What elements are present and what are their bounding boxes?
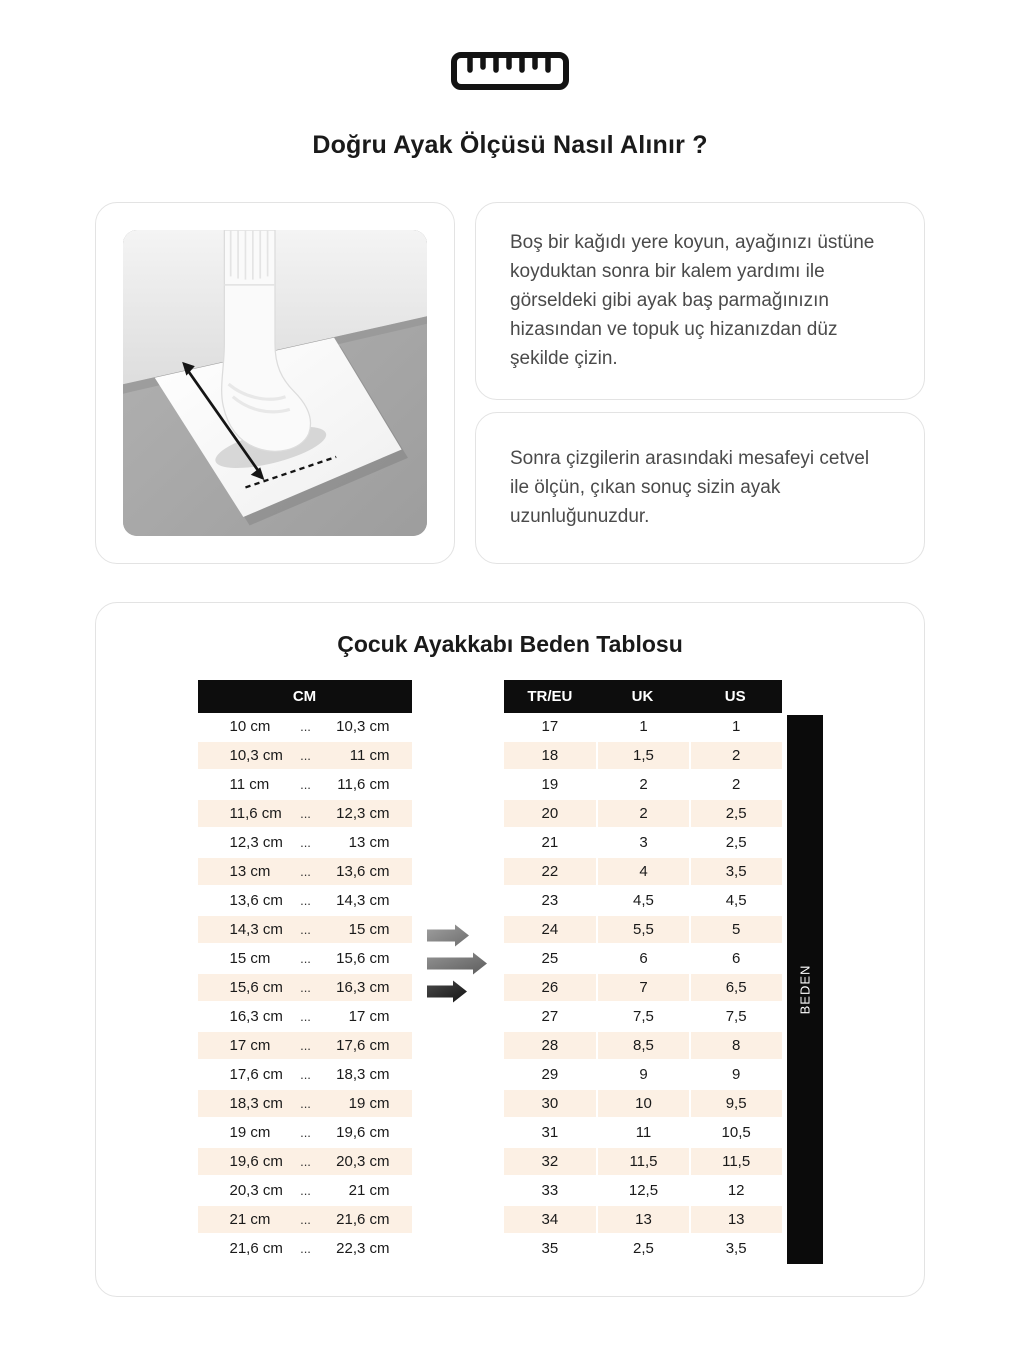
- size-cell-uk: 4: [596, 858, 689, 887]
- cm-cell-sep: ...: [288, 1032, 324, 1061]
- size-table-row: [504, 829, 782, 858]
- transfer-arrows-icon: [412, 923, 504, 1003]
- instruction-step-2: [475, 412, 925, 564]
- size-table-row: [504, 1032, 782, 1061]
- cm-cell-sep: ...: [288, 1235, 324, 1264]
- cm-table-header: CM: [198, 680, 412, 713]
- cm-cell-from: 21,6 cm: [198, 1235, 288, 1264]
- cm-cell-sep: ...: [288, 945, 324, 974]
- instruction-step-2-text: Sonra çizgilerin arasındaki mesafeyi cetvel ile ölçün, çıkan sonuç sizin ayak uzunluğunuzdur.: [510, 447, 870, 527]
- cm-cell-to: 13 cm: [324, 829, 412, 858]
- cm-cell-to: 14,3 cm: [324, 887, 412, 916]
- howto-section: [95, 202, 925, 564]
- size-cell-uk: 1,5: [596, 742, 689, 771]
- size-table-row: [504, 1206, 782, 1235]
- cm-table-row: [198, 974, 412, 1003]
- size-table-card: [95, 602, 925, 1297]
- size-table-row: [504, 1061, 782, 1090]
- size-cell-treu: 17: [504, 713, 597, 742]
- cm-cell-from: 19,6 cm: [198, 1148, 288, 1177]
- size-cell-us: 5: [689, 916, 782, 945]
- instruction-step-1: [475, 202, 925, 400]
- cm-table-row: [198, 916, 412, 945]
- size-cell-treu: 35: [504, 1235, 597, 1264]
- cm-cell-from: 14,3 cm: [198, 916, 288, 945]
- size-cell-uk: 10: [596, 1090, 689, 1119]
- cm-cell-from: 17 cm: [198, 1032, 288, 1061]
- cm-cell-to: 19 cm: [324, 1090, 412, 1119]
- size-table-row: [504, 1090, 782, 1119]
- size-cell-treu: 28: [504, 1032, 597, 1061]
- size-table-row: [504, 858, 782, 887]
- cm-table-row: [198, 713, 412, 742]
- size-cell-uk: 12,5: [596, 1177, 689, 1206]
- cm-cell-to: 17 cm: [324, 1003, 412, 1032]
- cm-cell-sep: ...: [288, 742, 324, 771]
- cm-cell-sep: ...: [288, 800, 324, 829]
- size-cell-us: 2: [689, 742, 782, 771]
- size-cell-us: 8: [689, 1032, 782, 1061]
- cm-cell-from: 19 cm: [198, 1119, 288, 1148]
- cm-table-row: [198, 1235, 412, 1264]
- size-table-row: [504, 1177, 782, 1206]
- size-table-header-uk: UK: [596, 680, 689, 713]
- cm-range-table: [198, 680, 412, 1264]
- cm-cell-sep: ...: [288, 1206, 324, 1235]
- size-cell-us: 3,5: [689, 858, 782, 887]
- size-table-title: Çocuk Ayakkabı Beden Tablosu: [337, 631, 683, 657]
- cm-table-row: [198, 887, 412, 916]
- size-table-row: [504, 916, 782, 945]
- cm-table-row: [198, 1148, 412, 1177]
- cm-cell-from: 15 cm: [198, 945, 288, 974]
- size-cell-uk: 4,5: [596, 887, 689, 916]
- cm-cell-sep: ...: [288, 1119, 324, 1148]
- cm-cell-sep: ...: [288, 1003, 324, 1032]
- cm-cell-from: 12,3 cm: [198, 829, 288, 858]
- cm-cell-sep: ...: [288, 771, 324, 800]
- cm-cell-to: 15 cm: [324, 916, 412, 945]
- size-cell-us: 9: [689, 1061, 782, 1090]
- size-cell-us: 11,5: [689, 1148, 782, 1177]
- cm-cell-from: 21 cm: [198, 1206, 288, 1235]
- size-cell-treu: 26: [504, 974, 597, 1003]
- cm-table-row: [198, 742, 412, 771]
- cm-table-row: [198, 1206, 412, 1235]
- cm-cell-to: 18,3 cm: [324, 1061, 412, 1090]
- size-cell-treu: 25: [504, 945, 597, 974]
- cm-cell-from: 10 cm: [198, 713, 288, 742]
- cm-cell-from: 17,6 cm: [198, 1061, 288, 1090]
- cm-cell-sep: ...: [288, 713, 324, 742]
- cm-table-row: [198, 1061, 412, 1090]
- size-cell-treu: 29: [504, 1061, 597, 1090]
- size-cell-uk: 2: [596, 800, 689, 829]
- size-cell-uk: 1: [596, 713, 689, 742]
- size-cell-uk: 3: [596, 829, 689, 858]
- beden-side-label-text: BEDEN: [797, 964, 813, 1015]
- beden-side-label: [787, 715, 823, 1264]
- size-cell-us: 10,5: [689, 1119, 782, 1148]
- size-cell-treu: 21: [504, 829, 597, 858]
- cm-cell-to: 12,3 cm: [324, 800, 412, 829]
- foot-measurement-image: [123, 230, 427, 536]
- cm-cell-sep: ...: [288, 887, 324, 916]
- size-cell-us: 3,5: [689, 1235, 782, 1264]
- size-table-row: [504, 713, 782, 742]
- cm-cell-from: 10,3 cm: [198, 742, 288, 771]
- size-cell-us: 2: [689, 771, 782, 800]
- size-cell-us: 13: [689, 1206, 782, 1235]
- size-cell-treu: 30: [504, 1090, 597, 1119]
- cm-table-row: [198, 1032, 412, 1061]
- size-cell-treu: 34: [504, 1206, 597, 1235]
- size-table-row: [504, 1235, 782, 1264]
- cm-cell-sep: ...: [288, 858, 324, 887]
- cm-table-row: [198, 1177, 412, 1206]
- cm-cell-sep: ...: [288, 1148, 324, 1177]
- cm-cell-from: 13 cm: [198, 858, 288, 887]
- size-cell-uk: 9: [596, 1061, 689, 1090]
- size-table-row: [504, 742, 782, 771]
- cm-cell-from: 20,3 cm: [198, 1177, 288, 1206]
- size-cell-us: 9,5: [689, 1090, 782, 1119]
- cm-cell-from: 11 cm: [198, 771, 288, 800]
- instruction-step-1-text: Boş bir kağıdı yere koyun, ayağınızı üstüne koyduktan sonra bir kalem yardımı ile görseldeki gibi ayak baş parmağınızın hizasından ve topuk uç hizanızdan düz şekilde çizin.: [510, 232, 875, 369]
- cm-cell-sep: ...: [288, 1090, 324, 1119]
- cm-cell-to: 16,3 cm: [324, 974, 412, 1003]
- size-table-row: [504, 974, 782, 1003]
- size-cell-us: 6,5: [689, 974, 782, 1003]
- size-cell-treu: 20: [504, 800, 597, 829]
- measurement-photo-card: [95, 202, 455, 564]
- cm-table-row: [198, 858, 412, 887]
- page-title: Doğru Ayak Ölçüsü Nasıl Alınır ?: [312, 131, 708, 159]
- size-table-row: [504, 771, 782, 800]
- cm-table-row: [198, 1003, 412, 1032]
- size-table-row: [504, 1119, 782, 1148]
- cm-cell-from: 18,3 cm: [198, 1090, 288, 1119]
- cm-table-row: [198, 800, 412, 829]
- size-cell-uk: 13: [596, 1206, 689, 1235]
- size-table-row: [504, 800, 782, 829]
- cm-cell-to: 19,6 cm: [324, 1119, 412, 1148]
- size-cell-uk: 8,5: [596, 1032, 689, 1061]
- cm-cell-from: 16,3 cm: [198, 1003, 288, 1032]
- size-cell-treu: 32: [504, 1148, 597, 1177]
- size-cell-us: 2,5: [689, 829, 782, 858]
- size-cell-uk: 7: [596, 974, 689, 1003]
- cm-table-row: [198, 945, 412, 974]
- size-table-header-treu: TR/EU: [504, 680, 597, 713]
- size-cell-treu: 31: [504, 1119, 597, 1148]
- cm-cell-sep: ...: [288, 829, 324, 858]
- cm-table-row: [198, 1090, 412, 1119]
- size-cell-us: 2,5: [689, 800, 782, 829]
- size-cell-treu: 33: [504, 1177, 597, 1206]
- size-cell-treu: 24: [504, 916, 597, 945]
- size-cell-uk: 2,5: [596, 1235, 689, 1264]
- size-cell-us: 4,5: [689, 887, 782, 916]
- cm-cell-to: 11,6 cm: [324, 771, 412, 800]
- cm-table-row: [198, 829, 412, 858]
- size-cell-treu: 22: [504, 858, 597, 887]
- size-cell-us: 12: [689, 1177, 782, 1206]
- cm-cell-to: 21 cm: [324, 1177, 412, 1206]
- cm-table-row: [198, 1119, 412, 1148]
- shoe-size-table: [504, 680, 782, 1264]
- ruler-icon: [450, 50, 570, 92]
- cm-cell-to: 21,6 cm: [324, 1206, 412, 1235]
- size-cell-uk: 2: [596, 771, 689, 800]
- cm-cell-sep: ...: [288, 1177, 324, 1206]
- cm-cell-from: 13,6 cm: [198, 887, 288, 916]
- cm-cell-to: 20,3 cm: [324, 1148, 412, 1177]
- size-cell-uk: 11: [596, 1119, 689, 1148]
- size-table-row: [504, 1003, 782, 1032]
- size-cell-us: 6: [689, 945, 782, 974]
- size-cell-uk: 6: [596, 945, 689, 974]
- size-table-row: [504, 1148, 782, 1177]
- cm-table-row: [198, 771, 412, 800]
- cm-cell-sep: ...: [288, 974, 324, 1003]
- size-cell-treu: 19: [504, 771, 597, 800]
- size-cell-uk: 5,5: [596, 916, 689, 945]
- size-cell-treu: 23: [504, 887, 597, 916]
- cm-cell-to: 22,3 cm: [324, 1235, 412, 1264]
- size-cell-us: 7,5: [689, 1003, 782, 1032]
- cm-cell-to: 15,6 cm: [324, 945, 412, 974]
- cm-cell-to: 10,3 cm: [324, 713, 412, 742]
- size-cell-uk: 11,5: [596, 1148, 689, 1177]
- size-cell-us: 1: [689, 713, 782, 742]
- cm-cell-to: 13,6 cm: [324, 858, 412, 887]
- size-cell-treu: 27: [504, 1003, 597, 1032]
- cm-cell-to: 11 cm: [324, 742, 412, 771]
- cm-cell-from: 11,6 cm: [198, 800, 288, 829]
- page-header: [0, 0, 1020, 160]
- size-cell-treu: 18: [504, 742, 597, 771]
- cm-cell-to: 17,6 cm: [324, 1032, 412, 1061]
- cm-cell-sep: ...: [288, 1061, 324, 1090]
- size-table-header-us: US: [689, 680, 782, 713]
- cm-cell-from: 15,6 cm: [198, 974, 288, 1003]
- size-table-row: [504, 945, 782, 974]
- cm-cell-sep: ...: [288, 916, 324, 945]
- size-table-row: [504, 887, 782, 916]
- size-cell-uk: 7,5: [596, 1003, 689, 1032]
